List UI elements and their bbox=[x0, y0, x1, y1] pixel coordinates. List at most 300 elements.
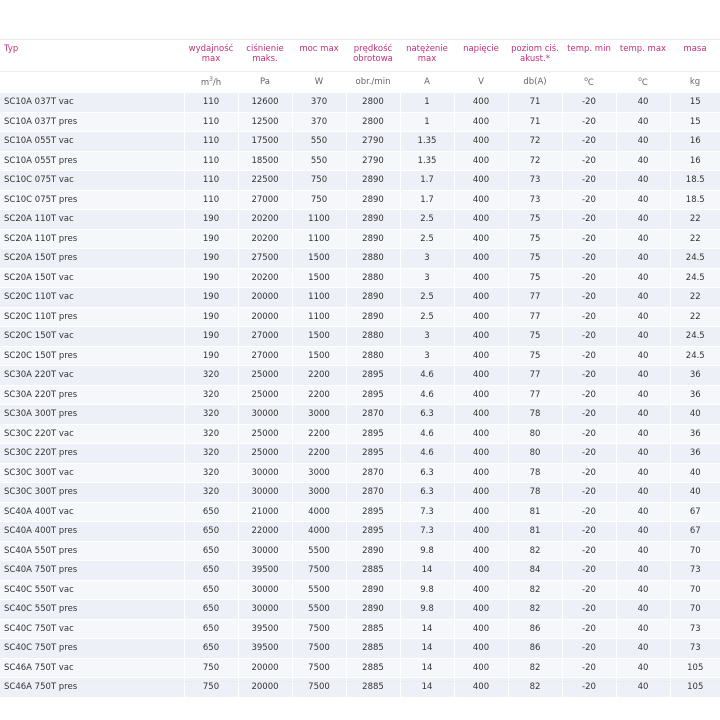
cell-temp-min: -20 bbox=[562, 307, 616, 327]
table-row bbox=[0, 210, 720, 230]
cell-current: 1.35 bbox=[400, 151, 454, 171]
cell-type: SC30C 220T vac bbox=[0, 424, 184, 444]
cell-mass: 15 bbox=[670, 93, 720, 113]
header-voltage: napięcie bbox=[454, 40, 508, 72]
cell-voltage: 400 bbox=[454, 561, 508, 581]
cell-noise: 82 bbox=[508, 678, 562, 697]
cell-voltage: 400 bbox=[454, 658, 508, 678]
table-bottom-divider bbox=[0, 681, 720, 682]
cell-temp-max: 40 bbox=[616, 249, 670, 269]
cell-speed: 2890 bbox=[346, 600, 400, 620]
cell-temp-max: 40 bbox=[616, 424, 670, 444]
cell-noise: 75 bbox=[508, 346, 562, 366]
cell-power: 750 bbox=[292, 190, 346, 210]
cell-pressure: 30000 bbox=[238, 541, 292, 561]
cell-mass: 36 bbox=[670, 424, 720, 444]
cell-current: 14 bbox=[400, 639, 454, 659]
cell-pressure: 12500 bbox=[238, 112, 292, 132]
cell-power: 550 bbox=[292, 132, 346, 152]
cell-type: SC10A 055T vac bbox=[0, 132, 184, 152]
cell-noise: 75 bbox=[508, 268, 562, 288]
cell-noise: 82 bbox=[508, 541, 562, 561]
cell-temp-max: 40 bbox=[616, 366, 670, 386]
table-row bbox=[0, 307, 720, 327]
cell-current: 7.3 bbox=[400, 502, 454, 522]
cell-temp-min: -20 bbox=[562, 639, 616, 659]
cell-current: 1.7 bbox=[400, 171, 454, 191]
cell-speed: 2895 bbox=[346, 444, 400, 464]
cell-noise: 86 bbox=[508, 639, 562, 659]
cell-capacity: 110 bbox=[184, 93, 238, 113]
table-row bbox=[0, 93, 720, 113]
table-row bbox=[0, 502, 720, 522]
cell-type: SC20A 110T vac bbox=[0, 210, 184, 230]
cell-mass: 73 bbox=[670, 619, 720, 639]
cell-temp-max: 40 bbox=[616, 522, 670, 542]
cell-type: SC40C 550T pres bbox=[0, 600, 184, 620]
cell-type: SC30C 300T vac bbox=[0, 463, 184, 483]
cell-noise: 78 bbox=[508, 483, 562, 503]
cell-current: 14 bbox=[400, 561, 454, 581]
cell-power: 1500 bbox=[292, 268, 346, 288]
cell-power: 7500 bbox=[292, 678, 346, 697]
cell-type: SC40C 550T vac bbox=[0, 580, 184, 600]
cell-temp-max: 40 bbox=[616, 288, 670, 308]
cell-mass: 16 bbox=[670, 151, 720, 171]
cell-type: SC20C 150T pres bbox=[0, 346, 184, 366]
cell-temp-min: -20 bbox=[562, 171, 616, 191]
cell-capacity: 650 bbox=[184, 541, 238, 561]
cell-voltage: 400 bbox=[454, 424, 508, 444]
cell-current: 3 bbox=[400, 268, 454, 288]
cell-voltage: 400 bbox=[454, 405, 508, 425]
cell-current: 4.6 bbox=[400, 424, 454, 444]
cell-current: 1.7 bbox=[400, 190, 454, 210]
cell-noise: 72 bbox=[508, 132, 562, 152]
cell-pressure: 20000 bbox=[238, 678, 292, 697]
cell-noise: 77 bbox=[508, 385, 562, 405]
cell-noise: 71 bbox=[508, 93, 562, 113]
cell-mass: 105 bbox=[670, 678, 720, 697]
cell-temp-min: -20 bbox=[562, 229, 616, 249]
table-row bbox=[0, 151, 720, 171]
cell-type: SC30A 220T pres bbox=[0, 385, 184, 405]
cell-capacity: 650 bbox=[184, 561, 238, 581]
cell-temp-min: -20 bbox=[562, 249, 616, 269]
cell-power: 2200 bbox=[292, 444, 346, 464]
cell-voltage: 400 bbox=[454, 463, 508, 483]
cell-power: 2200 bbox=[292, 424, 346, 444]
cell-capacity: 320 bbox=[184, 463, 238, 483]
cell-power: 1500 bbox=[292, 327, 346, 347]
cell-speed: 2790 bbox=[346, 132, 400, 152]
cell-temp-max: 40 bbox=[616, 444, 670, 464]
cell-temp-max: 40 bbox=[616, 502, 670, 522]
cell-capacity: 190 bbox=[184, 229, 238, 249]
table-row bbox=[0, 385, 720, 405]
cell-temp-max: 40 bbox=[616, 132, 670, 152]
cell-capacity: 110 bbox=[184, 190, 238, 210]
cell-voltage: 400 bbox=[454, 502, 508, 522]
cell-pressure: 30000 bbox=[238, 580, 292, 600]
cell-voltage: 400 bbox=[454, 366, 508, 386]
cell-temp-min: -20 bbox=[562, 483, 616, 503]
cell-current: 2.5 bbox=[400, 288, 454, 308]
header-mass: masa bbox=[670, 40, 720, 72]
cell-current: 14 bbox=[400, 658, 454, 678]
cell-mass: 18.5 bbox=[670, 171, 720, 191]
unit-power: W bbox=[292, 72, 346, 93]
cell-voltage: 400 bbox=[454, 580, 508, 600]
cell-mass: 67 bbox=[670, 522, 720, 542]
unit-type bbox=[0, 72, 184, 93]
cell-voltage: 400 bbox=[454, 346, 508, 366]
cell-power: 4000 bbox=[292, 522, 346, 542]
cell-voltage: 400 bbox=[454, 229, 508, 249]
cell-temp-min: -20 bbox=[562, 619, 616, 639]
cell-type: SC40C 750T pres bbox=[0, 639, 184, 659]
cell-pressure: 25000 bbox=[238, 444, 292, 464]
cell-mass: 36 bbox=[670, 385, 720, 405]
cell-temp-min: -20 bbox=[562, 190, 616, 210]
cell-power: 1100 bbox=[292, 229, 346, 249]
cell-capacity: 190 bbox=[184, 327, 238, 347]
table-row bbox=[0, 171, 720, 191]
unit-voltage: V bbox=[454, 72, 508, 93]
cell-capacity: 650 bbox=[184, 522, 238, 542]
table-row bbox=[0, 424, 720, 444]
cell-pressure: 27000 bbox=[238, 346, 292, 366]
table-row bbox=[0, 268, 720, 288]
header-temp-max: temp. max bbox=[616, 40, 670, 72]
table-row bbox=[0, 132, 720, 152]
cell-capacity: 320 bbox=[184, 366, 238, 386]
cell-noise: 73 bbox=[508, 171, 562, 191]
cell-current: 14 bbox=[400, 678, 454, 697]
cell-temp-min: -20 bbox=[562, 385, 616, 405]
cell-pressure: 20200 bbox=[238, 268, 292, 288]
cell-pressure: 39500 bbox=[238, 639, 292, 659]
cell-temp-max: 40 bbox=[616, 268, 670, 288]
cell-current: 3 bbox=[400, 249, 454, 269]
cell-capacity: 190 bbox=[184, 346, 238, 366]
cell-current: 4.6 bbox=[400, 366, 454, 386]
cell-pressure: 20000 bbox=[238, 307, 292, 327]
cell-noise: 77 bbox=[508, 366, 562, 386]
cell-power: 2200 bbox=[292, 385, 346, 405]
cell-speed: 2885 bbox=[346, 561, 400, 581]
cell-voltage: 400 bbox=[454, 541, 508, 561]
cell-mass: 15 bbox=[670, 112, 720, 132]
cell-temp-max: 40 bbox=[616, 658, 670, 678]
cell-capacity: 650 bbox=[184, 619, 238, 639]
table-row bbox=[0, 366, 720, 386]
cell-noise: 81 bbox=[508, 522, 562, 542]
cell-voltage: 400 bbox=[454, 600, 508, 620]
cell-mass: 22 bbox=[670, 307, 720, 327]
cell-type: SC20C 110T vac bbox=[0, 288, 184, 308]
cell-temp-max: 40 bbox=[616, 346, 670, 366]
cell-type: SC30C 300T pres bbox=[0, 483, 184, 503]
cell-noise: 71 bbox=[508, 112, 562, 132]
cell-pressure: 17500 bbox=[238, 132, 292, 152]
cell-voltage: 400 bbox=[454, 385, 508, 405]
unit-capacity: $m^3/h$ bbox=[184, 72, 238, 93]
header-noise: poziom ciś. akust.* bbox=[508, 40, 562, 72]
cell-current: 1.35 bbox=[400, 132, 454, 152]
cell-power: 550 bbox=[292, 151, 346, 171]
cell-power: 3000 bbox=[292, 483, 346, 503]
cell-pressure: 27500 bbox=[238, 249, 292, 269]
cell-mass: 22 bbox=[670, 210, 720, 230]
cell-speed: 2880 bbox=[346, 268, 400, 288]
table-row bbox=[0, 327, 720, 347]
cell-power: 1500 bbox=[292, 346, 346, 366]
cell-mass: 16 bbox=[670, 132, 720, 152]
cell-type: SC10A 037T vac bbox=[0, 93, 184, 113]
cell-temp-max: 40 bbox=[616, 561, 670, 581]
cell-temp-max: 40 bbox=[616, 600, 670, 620]
cell-speed: 2890 bbox=[346, 580, 400, 600]
cell-power: 2200 bbox=[292, 366, 346, 386]
header-current: natężenie max bbox=[400, 40, 454, 72]
cell-speed: 2870 bbox=[346, 405, 400, 425]
table-row bbox=[0, 639, 720, 659]
cell-capacity: 190 bbox=[184, 249, 238, 269]
cell-type: SC40A 400T pres bbox=[0, 522, 184, 542]
cell-temp-min: -20 bbox=[562, 327, 616, 347]
cell-noise: 78 bbox=[508, 405, 562, 425]
cell-power: 4000 bbox=[292, 502, 346, 522]
unit-noise: db(A) bbox=[508, 72, 562, 93]
cell-temp-max: 40 bbox=[616, 190, 670, 210]
unit-temp-min: $^o$C bbox=[562, 72, 616, 93]
cell-pressure: 30000 bbox=[238, 483, 292, 503]
cell-temp-min: -20 bbox=[562, 288, 616, 308]
cell-noise: 82 bbox=[508, 658, 562, 678]
cell-temp-max: 40 bbox=[616, 483, 670, 503]
cell-type: SC10C 075T vac bbox=[0, 171, 184, 191]
cell-power: 5500 bbox=[292, 541, 346, 561]
table-row bbox=[0, 561, 720, 581]
cell-speed: 2890 bbox=[346, 307, 400, 327]
cell-voltage: 400 bbox=[454, 112, 508, 132]
header-type: Typ bbox=[0, 40, 184, 72]
cell-current: 3 bbox=[400, 346, 454, 366]
cell-temp-min: -20 bbox=[562, 132, 616, 152]
cell-temp-max: 40 bbox=[616, 463, 670, 483]
cell-pressure: 25000 bbox=[238, 385, 292, 405]
cell-noise: 78 bbox=[508, 463, 562, 483]
cell-voltage: 400 bbox=[454, 132, 508, 152]
table-row bbox=[0, 405, 720, 425]
cell-pressure: 12600 bbox=[238, 93, 292, 113]
table-body bbox=[0, 93, 720, 697]
cell-current: 1 bbox=[400, 112, 454, 132]
table-row bbox=[0, 483, 720, 503]
table-row bbox=[0, 444, 720, 464]
table-row bbox=[0, 346, 720, 366]
cell-noise: 77 bbox=[508, 288, 562, 308]
cell-speed: 2895 bbox=[346, 502, 400, 522]
cell-pressure: 22500 bbox=[238, 171, 292, 191]
cell-voltage: 400 bbox=[454, 522, 508, 542]
cell-pressure: 21000 bbox=[238, 502, 292, 522]
cell-speed: 2880 bbox=[346, 346, 400, 366]
cell-type: SC30A 300T pres bbox=[0, 405, 184, 425]
cell-speed: 2870 bbox=[346, 483, 400, 503]
cell-temp-max: 40 bbox=[616, 541, 670, 561]
units-row bbox=[0, 72, 720, 93]
cell-power: 3000 bbox=[292, 463, 346, 483]
table-row bbox=[0, 541, 720, 561]
cell-current: 9.8 bbox=[400, 600, 454, 620]
cell-pressure: 22000 bbox=[238, 522, 292, 542]
cell-voltage: 400 bbox=[454, 444, 508, 464]
cell-temp-min: -20 bbox=[562, 600, 616, 620]
cell-current: 9.8 bbox=[400, 580, 454, 600]
cell-current: 2.5 bbox=[400, 210, 454, 230]
cell-speed: 2800 bbox=[346, 112, 400, 132]
cell-speed: 2890 bbox=[346, 190, 400, 210]
cell-capacity: 110 bbox=[184, 151, 238, 171]
cell-temp-max: 40 bbox=[616, 210, 670, 230]
cell-capacity: 750 bbox=[184, 678, 238, 697]
table-row bbox=[0, 600, 720, 620]
cell-capacity: 750 bbox=[184, 658, 238, 678]
cell-speed: 2880 bbox=[346, 327, 400, 347]
cell-mass: 18.5 bbox=[670, 190, 720, 210]
cell-speed: 2890 bbox=[346, 171, 400, 191]
cell-noise: 82 bbox=[508, 600, 562, 620]
cell-temp-min: -20 bbox=[562, 366, 616, 386]
cell-noise: 75 bbox=[508, 229, 562, 249]
cell-speed: 2895 bbox=[346, 385, 400, 405]
cell-temp-min: -20 bbox=[562, 580, 616, 600]
cell-temp-min: -20 bbox=[562, 268, 616, 288]
cell-temp-max: 40 bbox=[616, 639, 670, 659]
cell-voltage: 400 bbox=[454, 151, 508, 171]
cell-current: 14 bbox=[400, 619, 454, 639]
cell-pressure: 30000 bbox=[238, 405, 292, 425]
cell-noise: 75 bbox=[508, 210, 562, 230]
cell-pressure: 20200 bbox=[238, 229, 292, 249]
table-row bbox=[0, 288, 720, 308]
cell-pressure: 39500 bbox=[238, 619, 292, 639]
cell-type: SC30A 220T vac bbox=[0, 366, 184, 386]
cell-speed: 2895 bbox=[346, 366, 400, 386]
cell-pressure: 20200 bbox=[238, 210, 292, 230]
cell-current: 9.8 bbox=[400, 541, 454, 561]
cell-temp-min: -20 bbox=[562, 561, 616, 581]
cell-temp-min: -20 bbox=[562, 112, 616, 132]
cell-capacity: 110 bbox=[184, 112, 238, 132]
cell-noise: 81 bbox=[508, 502, 562, 522]
cell-mass: 40 bbox=[670, 463, 720, 483]
cell-capacity: 320 bbox=[184, 483, 238, 503]
cell-power: 7500 bbox=[292, 619, 346, 639]
cell-capacity: 320 bbox=[184, 444, 238, 464]
cell-speed: 2790 bbox=[346, 151, 400, 171]
cell-pressure: 27000 bbox=[238, 190, 292, 210]
cell-temp-max: 40 bbox=[616, 385, 670, 405]
table-row bbox=[0, 463, 720, 483]
cell-pressure: 39500 bbox=[238, 561, 292, 581]
header-speed: prędkość obrotowa bbox=[346, 40, 400, 72]
cell-speed: 2895 bbox=[346, 424, 400, 444]
cell-type: SC20A 110T pres bbox=[0, 229, 184, 249]
table-row bbox=[0, 619, 720, 639]
cell-temp-max: 40 bbox=[616, 151, 670, 171]
cell-temp-max: 40 bbox=[616, 112, 670, 132]
header-power: moc max bbox=[292, 40, 346, 72]
cell-power: 3000 bbox=[292, 405, 346, 425]
cell-type: SC20A 150T vac bbox=[0, 268, 184, 288]
header-temp-min: temp. min bbox=[562, 40, 616, 72]
cell-voltage: 400 bbox=[454, 288, 508, 308]
cell-noise: 75 bbox=[508, 249, 562, 269]
cell-mass: 67 bbox=[670, 502, 720, 522]
cell-mass: 24.5 bbox=[670, 249, 720, 269]
cell-pressure: 25000 bbox=[238, 424, 292, 444]
cell-voltage: 400 bbox=[454, 249, 508, 269]
cell-type: SC40C 750T vac bbox=[0, 619, 184, 639]
unit-pressure: Pa bbox=[238, 72, 292, 93]
header-row bbox=[0, 40, 720, 72]
cell-noise: 73 bbox=[508, 190, 562, 210]
cell-pressure: 20000 bbox=[238, 658, 292, 678]
cell-speed: 2870 bbox=[346, 463, 400, 483]
cell-temp-max: 40 bbox=[616, 678, 670, 697]
specs-table-container bbox=[0, 39, 720, 697]
cell-temp-max: 40 bbox=[616, 171, 670, 191]
cell-temp-min: -20 bbox=[562, 424, 616, 444]
cell-capacity: 320 bbox=[184, 385, 238, 405]
cell-current: 1 bbox=[400, 93, 454, 113]
cell-mass: 73 bbox=[670, 561, 720, 581]
cell-pressure: 25000 bbox=[238, 366, 292, 386]
cell-temp-min: -20 bbox=[562, 541, 616, 561]
table-row bbox=[0, 190, 720, 210]
cell-current: 6.3 bbox=[400, 483, 454, 503]
cell-type: SC10A 055T pres bbox=[0, 151, 184, 171]
cell-type: SC20C 110T pres bbox=[0, 307, 184, 327]
cell-voltage: 400 bbox=[454, 210, 508, 230]
cell-noise: 84 bbox=[508, 561, 562, 581]
cell-temp-max: 40 bbox=[616, 93, 670, 113]
cell-power: 1500 bbox=[292, 249, 346, 269]
cell-mass: 22 bbox=[670, 229, 720, 249]
cell-power: 7500 bbox=[292, 658, 346, 678]
cell-current: 4.6 bbox=[400, 444, 454, 464]
cell-capacity: 320 bbox=[184, 424, 238, 444]
specs-table bbox=[0, 39, 720, 697]
cell-mass: 70 bbox=[670, 600, 720, 620]
cell-power: 370 bbox=[292, 93, 346, 113]
cell-type: SC20C 150T vac bbox=[0, 327, 184, 347]
table-row bbox=[0, 112, 720, 132]
table-row bbox=[0, 658, 720, 678]
cell-type: SC40A 400T vac bbox=[0, 502, 184, 522]
cell-pressure: 30000 bbox=[238, 463, 292, 483]
cell-current: 6.3 bbox=[400, 463, 454, 483]
cell-voltage: 400 bbox=[454, 190, 508, 210]
cell-pressure: 20000 bbox=[238, 288, 292, 308]
cell-current: 2.5 bbox=[400, 229, 454, 249]
cell-mass: 40 bbox=[670, 483, 720, 503]
cell-type: SC40A 750T pres bbox=[0, 561, 184, 581]
cell-mass: 105 bbox=[670, 658, 720, 678]
